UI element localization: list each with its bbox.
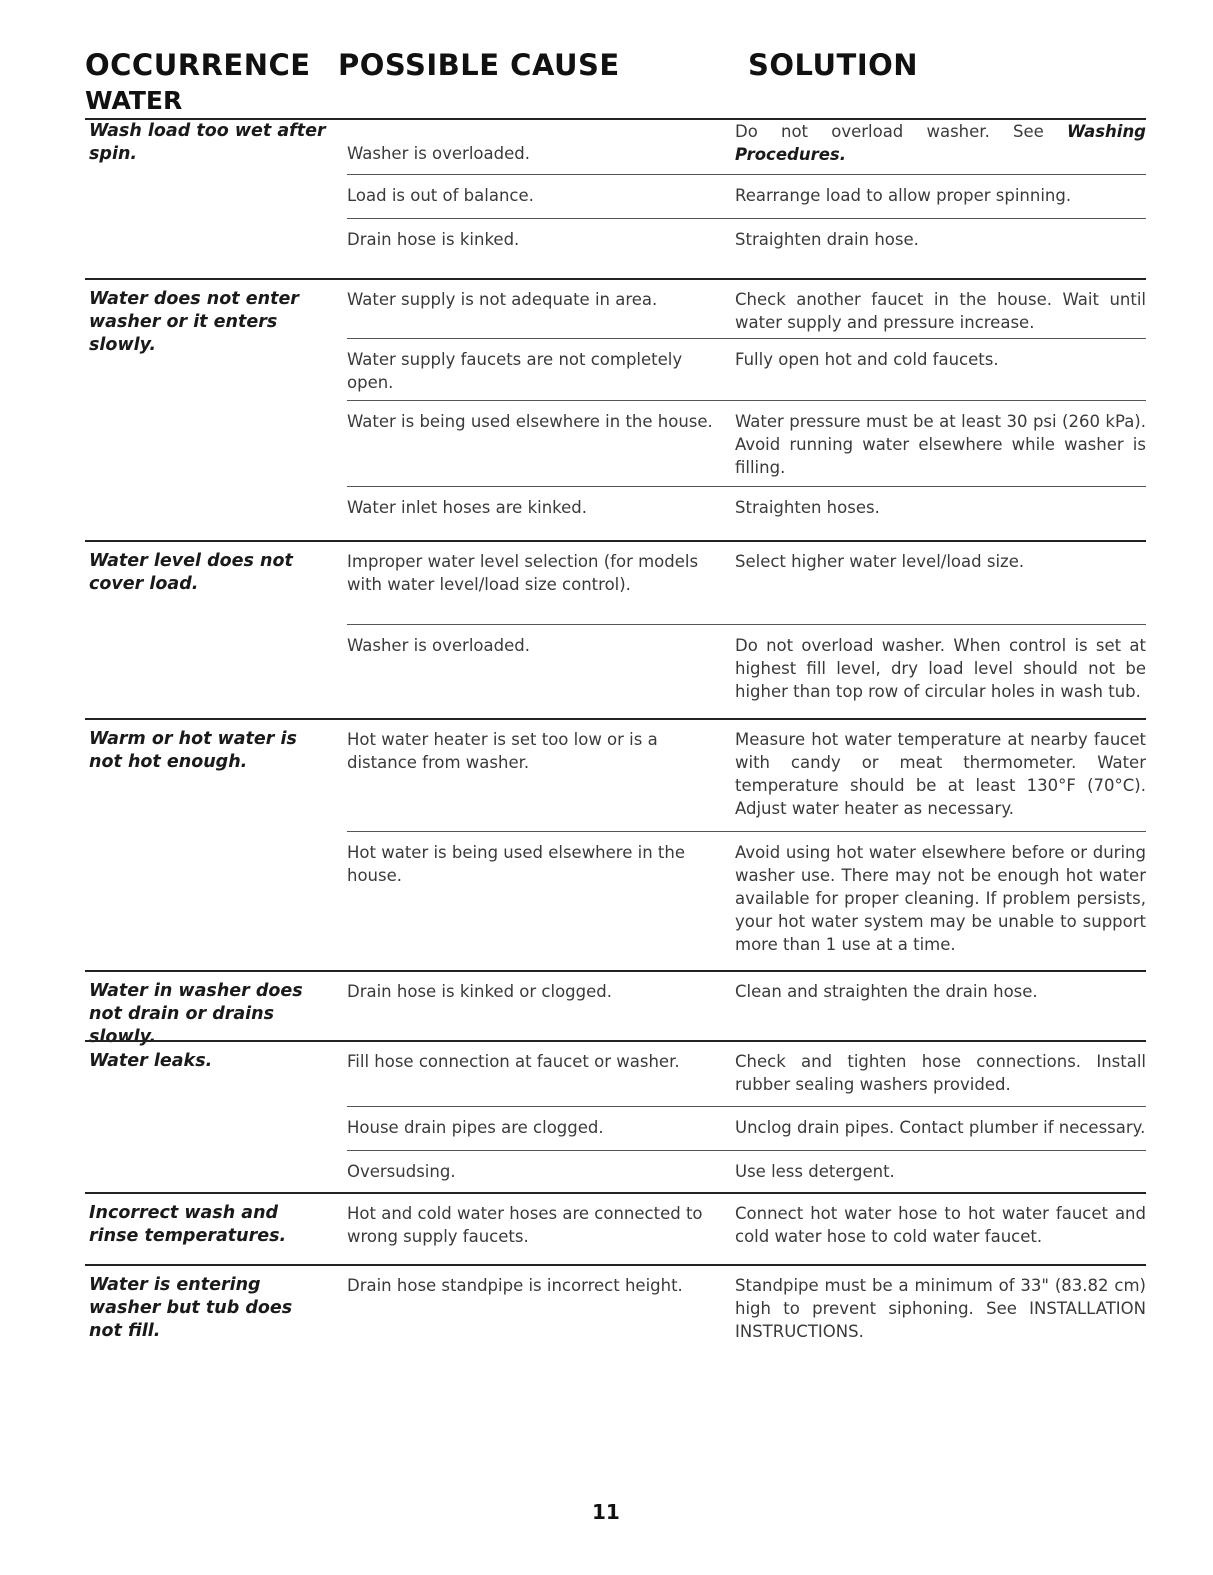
solution-text	[735, 1116, 1146, 1139]
section-title: WATER	[85, 86, 183, 115]
row-divider	[347, 486, 1146, 487]
solution-text	[735, 1202, 1146, 1248]
occurrence-text: Water is entering washer but tub does not fill.	[89, 1275, 293, 1341]
page-number: 11	[592, 1500, 620, 1524]
possible-cause-text: Fill hose connection at faucet or washer.	[347, 1052, 680, 1071]
solution-column-header: SOLUTION	[748, 48, 919, 82]
solution-text	[735, 980, 1146, 1003]
solution-text	[735, 120, 1146, 166]
possible-cause-text: Washer is overloaded.	[347, 144, 530, 163]
solution-main-text: Unclog drain pipes. Contact plumber if necessary.	[735, 1118, 1146, 1137]
solution-text	[735, 496, 1146, 519]
group-divider	[85, 718, 1146, 720]
solution-text	[735, 634, 1146, 703]
solution-main-text: Connect hot water hose to hot water faucet and cold water hose to cold water faucet.	[735, 1204, 1146, 1246]
possible-cause-text: Water supply faucets are not completely open.	[347, 350, 683, 392]
solution-text	[735, 728, 1146, 820]
row-divider	[347, 1106, 1146, 1107]
solution-main-text: Use less detergent.	[735, 1162, 895, 1181]
solution-main-text: Measure hot water temperature at nearby faucet with candy or meat thermometer. Water temperature should be at least 130°F (70°C). Adjust water heater as necessary.	[735, 730, 1146, 818]
solution-main-text: Clean and straighten the drain hose.	[735, 982, 1038, 1001]
possible-cause-text: Oversudsing.	[347, 1162, 456, 1181]
occurrence-text: Water leaks.	[89, 1051, 213, 1071]
group-divider	[85, 278, 1146, 280]
possible-cause-text: Improper water level selection (for models with water level/load size control).	[347, 552, 699, 594]
solution-main-text: Check another faucet in the house. Wait until water supply and pressure increase.	[735, 290, 1146, 332]
possible-cause-text: Drain hose is kinked or clogged.	[347, 982, 612, 1001]
possible-cause-text: Drain hose is kinked.	[347, 230, 520, 249]
solution-main-text: Standpipe must be a minimum of 33" (83.82 cm) high to prevent siphoning. See INSTALLATION INSTRUCTIONS.	[735, 1276, 1146, 1341]
solution-main-text: Select higher water level/load size.	[735, 552, 1025, 571]
possible-cause-text: Water inlet hoses are kinked.	[347, 498, 588, 517]
solution-text	[735, 1160, 1146, 1183]
possible-cause-text: House drain pipes are clogged.	[347, 1118, 604, 1137]
occurrence-text: Wash load too wet after spin.	[89, 121, 326, 164]
solution-main-text: Do not overload washer. See	[735, 122, 1044, 141]
possible-cause-text: Hot water is being used elsewhere in the house.	[347, 843, 685, 885]
possible-cause-text: Washer is overloaded.	[347, 636, 530, 655]
solution-text	[735, 410, 1146, 479]
possible-cause-text: Hot and cold water hoses are connected to wrong supply faucets.	[347, 1204, 703, 1246]
group-divider	[85, 1040, 1146, 1042]
solution-text	[735, 184, 1146, 207]
row-divider	[347, 1150, 1146, 1151]
solution-main-text: Water pressure must be at least 30 psi (260 kPa). Avoid running water elsewhere while washer is filling.	[735, 412, 1146, 477]
solution-main-text: Avoid using hot water elsewhere before or during washer use. There may not be enough hot water available for proper cleaning. If problem persists, your hot water system may be unable to support more than 1 use at a time.	[735, 843, 1146, 954]
solution-text	[735, 228, 1146, 251]
occurrence-text: Water level does not cover load.	[89, 551, 293, 594]
group-divider	[85, 970, 1146, 972]
solution-reference: Washing Procedures.	[735, 122, 1146, 164]
possible-cause-column-header: POSSIBLE CAUSE	[338, 48, 620, 82]
solution-main-text: Straighten drain hose.	[735, 230, 919, 249]
possible-cause-text: Hot water heater is set too low or is a distance from washer.	[347, 730, 658, 772]
row-divider	[347, 338, 1146, 339]
occurrence-text: Water in washer does not drain or drains slowly.	[89, 981, 303, 1047]
row-divider	[347, 218, 1146, 219]
group-divider	[85, 540, 1146, 542]
group-divider	[85, 1264, 1146, 1266]
solution-main-text: Rearrange load to allow proper spinning.	[735, 186, 1072, 205]
solution-main-text: Check and tighten hose connections. Install rubber sealing washers provided.	[735, 1052, 1146, 1094]
possible-cause-text: Load is out of balance.	[347, 186, 534, 205]
group-divider	[85, 1192, 1146, 1194]
solution-text	[735, 1050, 1146, 1096]
possible-cause-text: Water is being used elsewhere in the house.	[347, 412, 713, 431]
occurrence-column-header: OCCURRENCE	[85, 48, 311, 82]
row-divider	[347, 831, 1146, 832]
solution-text	[735, 550, 1146, 573]
solution-main-text: Do not overload washer. When control is set at highest fill level, dry load level should not be higher than top row of circular holes in wash tub.	[735, 636, 1146, 701]
solution-main-text: Straighten hoses.	[735, 498, 880, 517]
solution-text	[735, 348, 1146, 371]
row-divider	[347, 400, 1146, 401]
possible-cause-text: Drain hose standpipe is incorrect height.	[347, 1276, 683, 1295]
possible-cause-text: Water supply is not adequate in area.	[347, 290, 658, 309]
solution-text	[735, 1274, 1146, 1343]
occurrence-text: Warm or hot water is not hot enough.	[89, 729, 297, 772]
solution-text	[735, 841, 1146, 956]
occurrence-text: Incorrect wash and rinse temperatures.	[89, 1203, 287, 1246]
row-divider	[347, 624, 1146, 625]
solution-text	[735, 288, 1146, 334]
row-divider	[347, 174, 1146, 175]
solution-main-text: Fully open hot and cold faucets.	[735, 350, 999, 369]
occurrence-text: Water does not enter washer or it enters slowly.	[89, 289, 299, 355]
